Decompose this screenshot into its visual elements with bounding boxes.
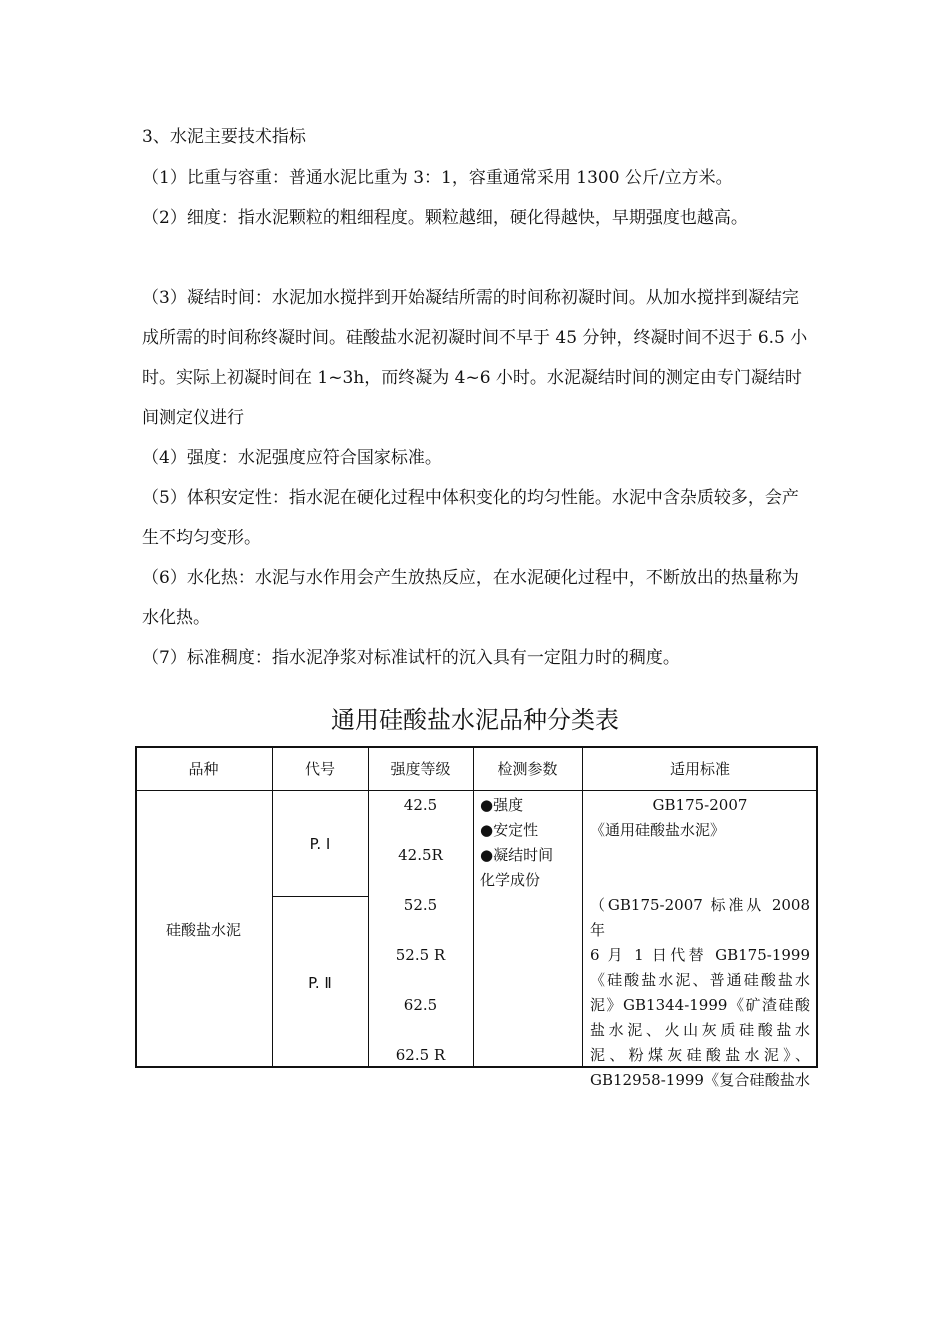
- col-divider-4: [582, 746, 583, 1068]
- standard-note-line: 6 月 1 日代替 GB175-1999: [590, 946, 810, 964]
- grade-value: 42.5: [403, 796, 438, 814]
- param-item: ●强度: [480, 796, 524, 814]
- params-cell: [480, 793, 580, 893]
- table-border-right: [816, 746, 818, 1068]
- item-hydration-heat: （6）水化热：水泥与水作用会产生放热反应，在水泥硬化过程中，不断放出的热量称为水化热。: [142, 568, 799, 628]
- cement-classification-table: [135, 746, 818, 1089]
- item-soundness: （5）体积安定性：指水泥在硬化过程中体积变化的均匀性能。水泥中含杂质较多，会产生不均匀变形。: [142, 488, 799, 548]
- item-fineness: （2）细度：指水泥颗粒的粗细程度。颗粒越细，硬化得越快，早期强度也越高。: [142, 208, 748, 228]
- standard-note-line: （GB175-2007 标准从 2008 年: [590, 896, 810, 939]
- item-setting-time: （3）凝结时间：水泥加水搅拌到开始凝结所需的时间称初凝时间。从加水搅拌到凝结完成所需的时间称终凝时间。硅酸盐水泥初凝时间不早于 45 分钟，终凝时间不迟于 6.5 小时。实际上初凝时间在 1~3h，而终凝为 4~6 小时。水泥凝结时间的测定由专门凝结时间测定仪进行: [142, 288, 808, 428]
- variety-cell: 硅酸盐水泥: [165, 921, 241, 939]
- col-divider-3: [473, 746, 474, 1068]
- standard-note-line: GB12958-1999《复合硅酸盐水: [590, 1071, 810, 1089]
- grade-value: 62.5 R: [395, 1046, 446, 1064]
- param-item: 化学成份: [480, 871, 541, 889]
- code-p2: P. Ⅱ: [308, 973, 332, 992]
- table-title: 通用硅酸盐水泥品种分类表: [331, 706, 619, 734]
- param-item: ●安定性: [480, 821, 539, 839]
- param-item: ●凝结时间: [480, 846, 554, 864]
- standard-note-line: 泥、粉煤灰硅酸盐水泥》、: [590, 1046, 810, 1064]
- header-grade: 强度等级: [390, 760, 451, 778]
- standard-note-line: 泥》GB1344-1999《矿渣硅酸: [590, 996, 810, 1014]
- header-variety: 品种: [188, 760, 219, 778]
- grade-value: 42.5R: [398, 846, 443, 864]
- standard-note-line: 《硅酸盐水泥、普通硅酸盐水: [590, 971, 810, 989]
- item-strength: （4）强度：水泥强度应符合国家标准。: [142, 448, 442, 468]
- header-params: 检测参数: [497, 760, 558, 778]
- item-consistency: （7）标准稠度：指水泥净浆对标准试杆的沉入具有一定阻力时的稠度。: [142, 648, 680, 668]
- standard-code: GB175-2007: [652, 796, 748, 814]
- grade-value: 52.5: [403, 896, 438, 914]
- grade-value: 52.5 R: [395, 946, 446, 964]
- code-p1: P. Ⅰ: [309, 834, 331, 853]
- item-specific-gravity: （1）比重与容重：普通水泥比重为 3：1，容重通常采用 1300 公斤/立方米。: [142, 168, 733, 188]
- header-code: 代号: [304, 760, 335, 778]
- grades-cell: [368, 791, 473, 1068]
- standard-cell: [590, 793, 810, 1093]
- standard-name: 《通用硅酸盐水泥》: [590, 821, 726, 839]
- grade-value: 62.5: [403, 996, 438, 1014]
- standard-note-line: 盐水泥、火山灰质硅酸盐水: [590, 1021, 810, 1039]
- header-standard: 适用标准: [669, 760, 730, 778]
- section-heading: 3、水泥主要技术指标: [142, 127, 306, 147]
